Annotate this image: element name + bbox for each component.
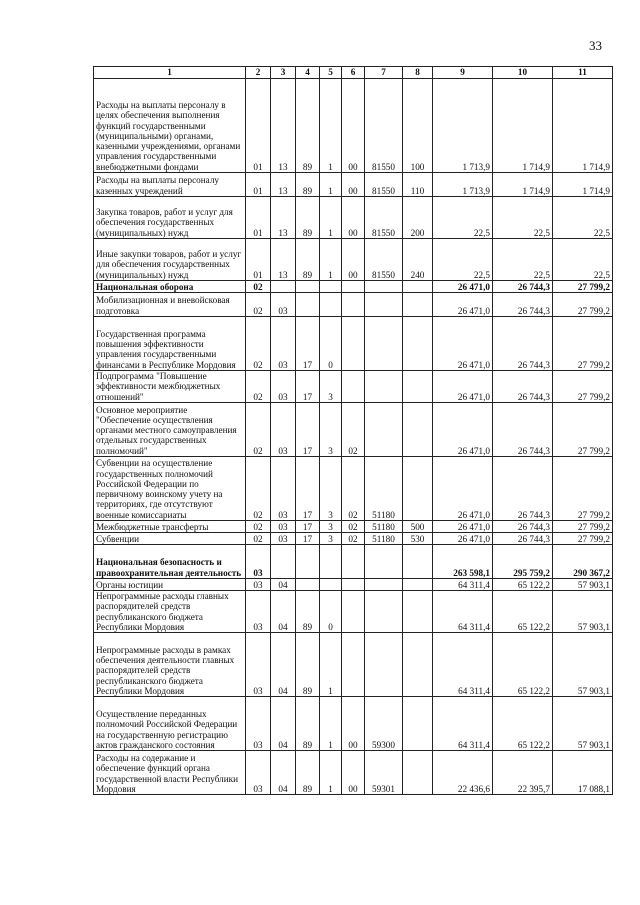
cell-c4 <box>296 293 320 317</box>
cell-c10: 22 395,7 <box>493 751 553 795</box>
cell-c4: 89 <box>296 751 320 795</box>
cell-c11: 27 799,2 <box>553 281 613 293</box>
cell-c2: 01 <box>246 173 271 197</box>
cell-c5: 1 <box>320 697 342 751</box>
table-row <box>94 197 613 239</box>
cell-c5: 1 <box>320 633 342 697</box>
cell-c7 <box>365 591 403 633</box>
cell-c7: 81550 <box>365 239 403 281</box>
cell-c6 <box>342 545 365 579</box>
table-row <box>94 317 613 371</box>
table-row <box>94 697 613 751</box>
row-label: Субвенции на осуществление государственных полномочий Российской Федерации по первичному воинскому учету на территориях, где отсутствуют военные комиссариаты <box>94 457 246 521</box>
cell-c4: 89 <box>296 197 320 239</box>
cell-c2: 02 <box>246 457 271 521</box>
cell-c6 <box>342 281 365 293</box>
cell-c5: 1 <box>320 79 342 173</box>
cell-c7: 51180 <box>365 457 403 521</box>
header-row <box>94 67 613 79</box>
cell-c3: 13 <box>271 239 296 281</box>
cell-c4: 89 <box>296 173 320 197</box>
table-row <box>94 533 613 545</box>
row-label: Национальная безопасность и правоохранительная деятельность <box>94 545 246 579</box>
cell-c3: 13 <box>271 173 296 197</box>
cell-c9: 26 471,0 <box>433 281 493 293</box>
cell-c6 <box>342 371 365 403</box>
table-row <box>94 79 613 173</box>
cell-c3: 03 <box>271 403 296 457</box>
cell-c2: 02 <box>246 281 271 293</box>
cell-c5: 3 <box>320 457 342 521</box>
row-label: Субвенции <box>94 533 246 545</box>
row-label: Осуществление переданных полномочий Российской Федерации на государственную регистрацию актов гражданского состояния <box>94 697 246 751</box>
cell-c7 <box>365 633 403 697</box>
cell-c10: 295 759,2 <box>493 545 553 579</box>
cell-c2: 03 <box>246 545 271 579</box>
cell-c5 <box>320 579 342 591</box>
cell-c9: 1 713,9 <box>433 79 493 173</box>
cell-c8 <box>403 751 433 795</box>
cell-c2: 03 <box>246 697 271 751</box>
cell-c11: 57 903,1 <box>553 579 613 591</box>
cell-c4: 89 <box>296 591 320 633</box>
cell-c6: 02 <box>342 403 365 457</box>
row-label: Межбюджетные трансферты <box>94 521 246 533</box>
cell-c11: 27 799,2 <box>553 293 613 317</box>
cell-c4: 89 <box>296 633 320 697</box>
cell-c7: 59300 <box>365 697 403 751</box>
cell-c5: 3 <box>320 533 342 545</box>
cell-c4: 17 <box>296 317 320 371</box>
cell-c2: 02 <box>246 371 271 403</box>
cell-c2: 03 <box>246 591 271 633</box>
cell-c10: 26 744,3 <box>493 533 553 545</box>
cell-c8 <box>403 317 433 371</box>
cell-c9: 64 311,4 <box>433 591 493 633</box>
cell-c3 <box>271 545 296 579</box>
cell-c10: 26 744,3 <box>493 521 553 533</box>
cell-c4: 89 <box>296 79 320 173</box>
cell-c7 <box>365 403 403 457</box>
row-label: Непрограммные расходы главных распорядителей средств республиканского бюджета Республики Мордовия <box>94 591 246 633</box>
cell-c6: 00 <box>342 751 365 795</box>
cell-c8: 530 <box>403 533 433 545</box>
cell-c3: 03 <box>271 533 296 545</box>
cell-c5: 1 <box>320 197 342 239</box>
column-header: 8 <box>403 67 433 79</box>
cell-c5 <box>320 293 342 317</box>
table-row <box>94 579 613 591</box>
cell-c10: 65 122,2 <box>493 633 553 697</box>
table-row <box>94 545 613 579</box>
column-header: 11 <box>553 67 613 79</box>
table-row <box>94 281 613 293</box>
cell-c7: 51180 <box>365 533 403 545</box>
cell-c3: 03 <box>271 457 296 521</box>
cell-c5 <box>320 545 342 579</box>
cell-c11: 1 714,9 <box>553 79 613 173</box>
row-label: Расходы на выплаты персоналу в целях обеспечения выполнения функций государственными (муниципальными) органами, казенными учреждениями, органами управления государственными внебюджетными фондами <box>94 79 246 173</box>
cell-c8 <box>403 545 433 579</box>
cell-c8 <box>403 457 433 521</box>
cell-c8 <box>403 281 433 293</box>
column-header: 5 <box>320 67 342 79</box>
cell-c5 <box>320 281 342 293</box>
cell-c10: 1 714,9 <box>493 79 553 173</box>
cell-c11: 27 799,2 <box>553 317 613 371</box>
cell-c10: 1 714,9 <box>493 173 553 197</box>
cell-c7 <box>365 579 403 591</box>
row-label: Мобилизационная и вневойсковая подготовка <box>94 293 246 317</box>
cell-c9: 26 471,0 <box>433 521 493 533</box>
cell-c9: 1 713,9 <box>433 173 493 197</box>
cell-c6 <box>342 591 365 633</box>
column-header: 2 <box>246 67 271 79</box>
cell-c3: 03 <box>271 317 296 371</box>
cell-c11: 1 714,9 <box>553 173 613 197</box>
budget-table <box>93 66 613 795</box>
cell-c10: 22,5 <box>493 239 553 281</box>
cell-c4: 17 <box>296 533 320 545</box>
cell-c7: 81550 <box>365 79 403 173</box>
cell-c8: 240 <box>403 239 433 281</box>
cell-c9: 26 471,0 <box>433 457 493 521</box>
cell-c10: 22,5 <box>493 197 553 239</box>
cell-c2: 02 <box>246 533 271 545</box>
cell-c9: 64 311,4 <box>433 633 493 697</box>
cell-c7 <box>365 317 403 371</box>
cell-c11: 57 903,1 <box>553 633 613 697</box>
cell-c2: 02 <box>246 521 271 533</box>
column-header: 1 <box>94 67 246 79</box>
cell-c9: 26 471,0 <box>433 293 493 317</box>
cell-c5: 3 <box>320 521 342 533</box>
cell-c4 <box>296 545 320 579</box>
cell-c4 <box>296 281 320 293</box>
cell-c4: 89 <box>296 239 320 281</box>
cell-c3: 03 <box>271 293 296 317</box>
row-label: Иные закупки товаров, работ и услуг для обеспечения государственных (муниципальных) нужд <box>94 239 246 281</box>
column-header: 6 <box>342 67 365 79</box>
cell-c10: 26 744,3 <box>493 403 553 457</box>
cell-c3: 13 <box>271 79 296 173</box>
cell-c6: 00 <box>342 697 365 751</box>
row-label: Подпрограмма "Повышение эффективности межбюджетных отношений" <box>94 371 246 403</box>
cell-c9: 64 311,4 <box>433 697 493 751</box>
cell-c11: 290 367,2 <box>553 545 613 579</box>
cell-c4: 17 <box>296 521 320 533</box>
cell-c2: 03 <box>246 579 271 591</box>
row-label: Расходы на выплаты персоналу казенных учреждений <box>94 173 246 197</box>
table-row <box>94 293 613 317</box>
cell-c6 <box>342 293 365 317</box>
cell-c5: 3 <box>320 371 342 403</box>
cell-c10: 26 744,3 <box>493 457 553 521</box>
row-label: Расходы на содержание и обеспечение функций органа государственной власти Республики Мордовия <box>94 751 246 795</box>
column-header: 3 <box>271 67 296 79</box>
cell-c8: 200 <box>403 197 433 239</box>
column-header: 9 <box>433 67 493 79</box>
cell-c4: 17 <box>296 457 320 521</box>
cell-c8: 100 <box>403 79 433 173</box>
cell-c9: 22,5 <box>433 197 493 239</box>
cell-c9: 26 471,0 <box>433 371 493 403</box>
cell-c2: 02 <box>246 317 271 371</box>
cell-c8 <box>403 579 433 591</box>
table-row <box>94 457 613 521</box>
cell-c7: 51180 <box>365 521 403 533</box>
cell-c7: 81550 <box>365 173 403 197</box>
cell-c6: 02 <box>342 457 365 521</box>
cell-c10: 65 122,2 <box>493 697 553 751</box>
table-row <box>94 751 613 795</box>
row-label: Основное мероприятие "Обеспечение осуществления органами местного самоуправления отдельных государственных полномочий" <box>94 403 246 457</box>
cell-c3: 03 <box>271 371 296 403</box>
cell-c10: 26 744,3 <box>493 317 553 371</box>
cell-c5: 1 <box>320 751 342 795</box>
cell-c11: 17 088,1 <box>553 751 613 795</box>
table-row <box>94 371 613 403</box>
table-row <box>94 591 613 633</box>
cell-c8 <box>403 697 433 751</box>
row-label: Государственная программа повышения эффективности управления государственными финансами в Республике Мордовия <box>94 317 246 371</box>
cell-c10: 65 122,2 <box>493 579 553 591</box>
cell-c7 <box>365 545 403 579</box>
table-row <box>94 521 613 533</box>
cell-c2: 03 <box>246 751 271 795</box>
cell-c6: 00 <box>342 239 365 281</box>
cell-c11: 57 903,1 <box>553 591 613 633</box>
row-label: Непрограммные расходы в рамках обеспечения деятельности главных распорядителей средств республиканского бюджета Республики Мордовия <box>94 633 246 697</box>
cell-c10: 26 744,3 <box>493 371 553 403</box>
cell-c2: 01 <box>246 239 271 281</box>
cell-c10: 26 744,3 <box>493 281 553 293</box>
row-label: Закупка товаров, работ и услуг для обеспечения государственных (муниципальных) нужд <box>94 197 246 239</box>
cell-c2: 02 <box>246 293 271 317</box>
cell-c2: 03 <box>246 633 271 697</box>
cell-c11: 22,5 <box>553 197 613 239</box>
cell-c7 <box>365 293 403 317</box>
column-header: 4 <box>296 67 320 79</box>
cell-c3: 04 <box>271 697 296 751</box>
cell-c5: 0 <box>320 591 342 633</box>
column-header: 10 <box>493 67 553 79</box>
cell-c6: 00 <box>342 79 365 173</box>
cell-c3: 04 <box>271 751 296 795</box>
table-body <box>94 79 613 795</box>
cell-c9: 64 311,4 <box>433 579 493 591</box>
cell-c4: 17 <box>296 371 320 403</box>
cell-c6: 00 <box>342 173 365 197</box>
cell-c3: 04 <box>271 591 296 633</box>
column-header: 7 <box>365 67 403 79</box>
cell-c6 <box>342 579 365 591</box>
table-row <box>94 633 613 697</box>
cell-c5: 0 <box>320 317 342 371</box>
cell-c5: 1 <box>320 173 342 197</box>
cell-c4: 89 <box>296 697 320 751</box>
cell-c7: 81550 <box>365 197 403 239</box>
table-row <box>94 173 613 197</box>
cell-c7 <box>365 281 403 293</box>
row-label: Национальная оборона <box>94 281 246 293</box>
cell-c3: 13 <box>271 197 296 239</box>
cell-c8 <box>403 633 433 697</box>
cell-c5: 3 <box>320 403 342 457</box>
cell-c6 <box>342 633 365 697</box>
cell-c3: 04 <box>271 633 296 697</box>
cell-c6 <box>342 317 365 371</box>
cell-c3: 03 <box>271 521 296 533</box>
cell-c8: 110 <box>403 173 433 197</box>
cell-c11: 27 799,2 <box>553 403 613 457</box>
cell-c11: 22,5 <box>553 239 613 281</box>
cell-c2: 02 <box>246 403 271 457</box>
cell-c9: 22 436,6 <box>433 751 493 795</box>
cell-c2: 01 <box>246 197 271 239</box>
cell-c7: 59301 <box>365 751 403 795</box>
table-row <box>94 403 613 457</box>
cell-c9: 26 471,0 <box>433 533 493 545</box>
cell-c11: 27 799,2 <box>553 521 613 533</box>
cell-c10: 26 744,3 <box>493 293 553 317</box>
cell-c5: 1 <box>320 239 342 281</box>
cell-c6: 02 <box>342 521 365 533</box>
cell-c11: 27 799,2 <box>553 371 613 403</box>
cell-c8 <box>403 371 433 403</box>
cell-c11: 27 799,2 <box>553 533 613 545</box>
cell-c6: 02 <box>342 533 365 545</box>
cell-c3 <box>271 281 296 293</box>
cell-c9: 26 471,0 <box>433 317 493 371</box>
row-label: Органы юстиции <box>94 579 246 591</box>
cell-c9: 26 471,0 <box>433 403 493 457</box>
table-row <box>94 239 613 281</box>
cell-c7 <box>365 371 403 403</box>
cell-c10: 65 122,2 <box>493 591 553 633</box>
cell-c6: 00 <box>342 197 365 239</box>
cell-c8 <box>403 591 433 633</box>
cell-c11: 57 903,1 <box>553 697 613 751</box>
cell-c4: 17 <box>296 403 320 457</box>
cell-c2: 01 <box>246 79 271 173</box>
cell-c8 <box>403 403 433 457</box>
cell-c9: 22,5 <box>433 239 493 281</box>
cell-c8: 500 <box>403 521 433 533</box>
cell-c4 <box>296 579 320 591</box>
cell-c9: 263 598,1 <box>433 545 493 579</box>
page-number: 33 <box>589 38 602 53</box>
cell-c11: 27 799,2 <box>553 457 613 521</box>
cell-c8 <box>403 293 433 317</box>
cell-c3: 04 <box>271 579 296 591</box>
